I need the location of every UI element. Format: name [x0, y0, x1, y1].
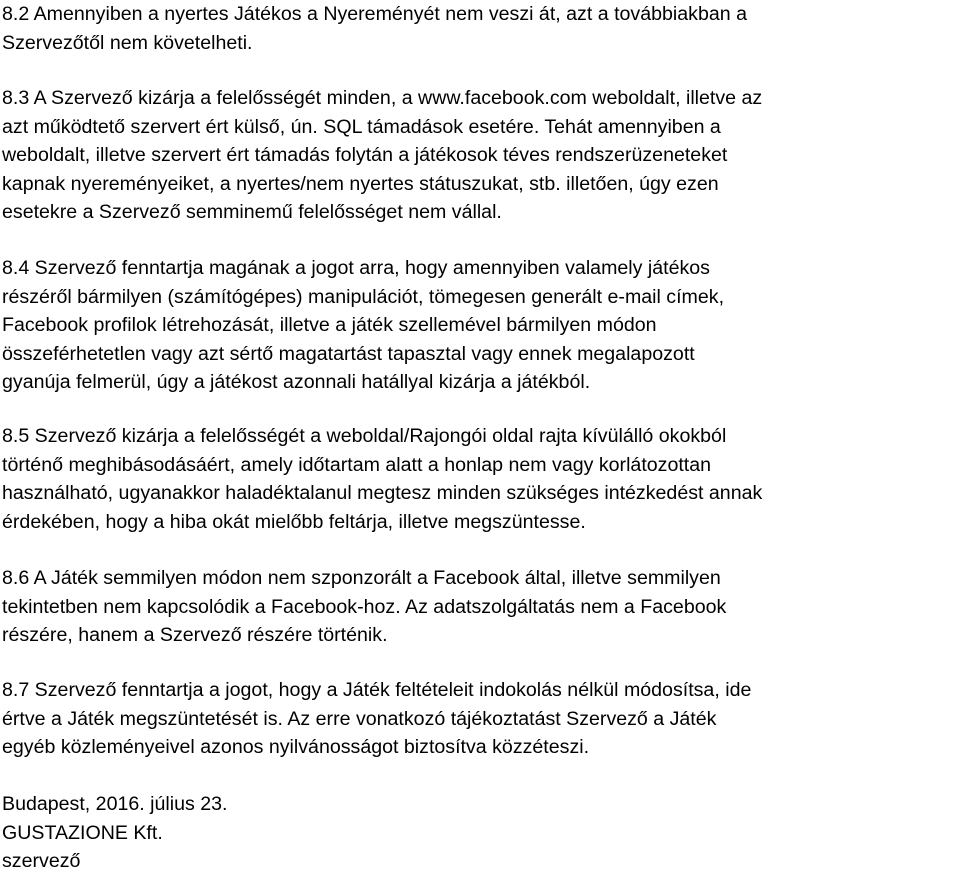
paragraph-8-7	[2, 676, 751, 762]
text-line: 8.4 Szervező fenntartja magának a jogot arra, hogy amennyiben valamely játékos	[2, 257, 710, 279]
paragraph-8-2	[2, 0, 747, 57]
text-line: weboldalt, illetve szervert ért támadás folytán a játékosok téves rendszerüzeneteket	[2, 144, 728, 167]
text-line: Facebook profilok létrehozását, illetve a játék szellemével bármilyen módon	[2, 314, 657, 337]
signature-company: GUSTAZIONE Kft.	[2, 821, 163, 844]
text-line: esetekre a Szervező semminemű felelősséget nem vállal.	[2, 201, 502, 224]
paragraph-8-6	[2, 564, 726, 650]
text-line: értve a Játék megszüntetését is. Az erre vonatkozó tájékoztatást Szervező a Játék	[2, 707, 717, 730]
text-line: történő meghibásodásáért, amely időtartam alatt a honlap nem vagy korlátozottan	[2, 453, 712, 476]
text-line: tekintetben nem kapcsolódik a Facebook-hoz. Az adatszolgáltatás nem a Facebook	[2, 595, 727, 618]
text-line: 8.2 Amennyiben a nyertes Játékos a Nyereményét nem veszi át, azt a továbbiakban a	[2, 3, 747, 25]
text-line: egyéb közleményeivel azonos nyilvánosságot biztosítva közzéteszi.	[2, 736, 590, 759]
signature-place-date: Budapest, 2016. július 23.	[2, 793, 228, 815]
signature-role: szervező	[2, 850, 81, 873]
text-line: kapnak nyereményeiket, a nyertes/nem nyertes státuszukat, stb. illetően, úgy ezen	[2, 172, 719, 195]
text-line: 8.3 A Szervező kizárja a felelősségét minden, a www.facebook.com weboldalt, illetve az	[2, 87, 763, 109]
text-line: Szervezőtől nem követelheti.	[2, 31, 253, 54]
text-line: összeférhetetlen vagy azt sértő magatartást tapasztal vagy ennek megalapozott	[2, 342, 695, 365]
paragraph-8-3	[2, 84, 762, 227]
text-line: 8.7 Szervező fenntartja a jogot, hogy a Játék feltételeit indokolás nélkül módosítsa, ide	[2, 679, 752, 701]
text-line: használható, ugyanakkor haladéktalanul megtesz minden szükséges intézkedést annak	[2, 482, 763, 505]
text-line: azt működtető szervert ért külső, ún. SQL támadások esetére. Tehát amennyiben a	[2, 115, 721, 138]
text-line: érdekében, hogy a hiba okát mielőbb feltárja, illetve megszüntesse.	[2, 510, 586, 533]
text-line: 8.5 Szervező kizárja a felelősségét a weboldal/Rajongói oldal rajta kívülálló okokból	[2, 425, 727, 447]
text-line: gyanúja felmerül, úgy a játékost azonnali hatállyal kizárja a játékból.	[2, 371, 591, 394]
paragraph-8-5	[2, 422, 762, 536]
text-line: 8.6 A Játék semmilyen módon nem szponzorált a Facebook által, illetve semmilyen	[2, 567, 721, 589]
text-line: részére, hanem a Szervező részére történik.	[2, 624, 388, 647]
text-line: részéről bármilyen (számítógépes) manipulációt, tömegesen generált e-mail címek,	[2, 285, 725, 308]
signature-block	[2, 790, 228, 876]
paragraph-8-4	[2, 254, 724, 397]
